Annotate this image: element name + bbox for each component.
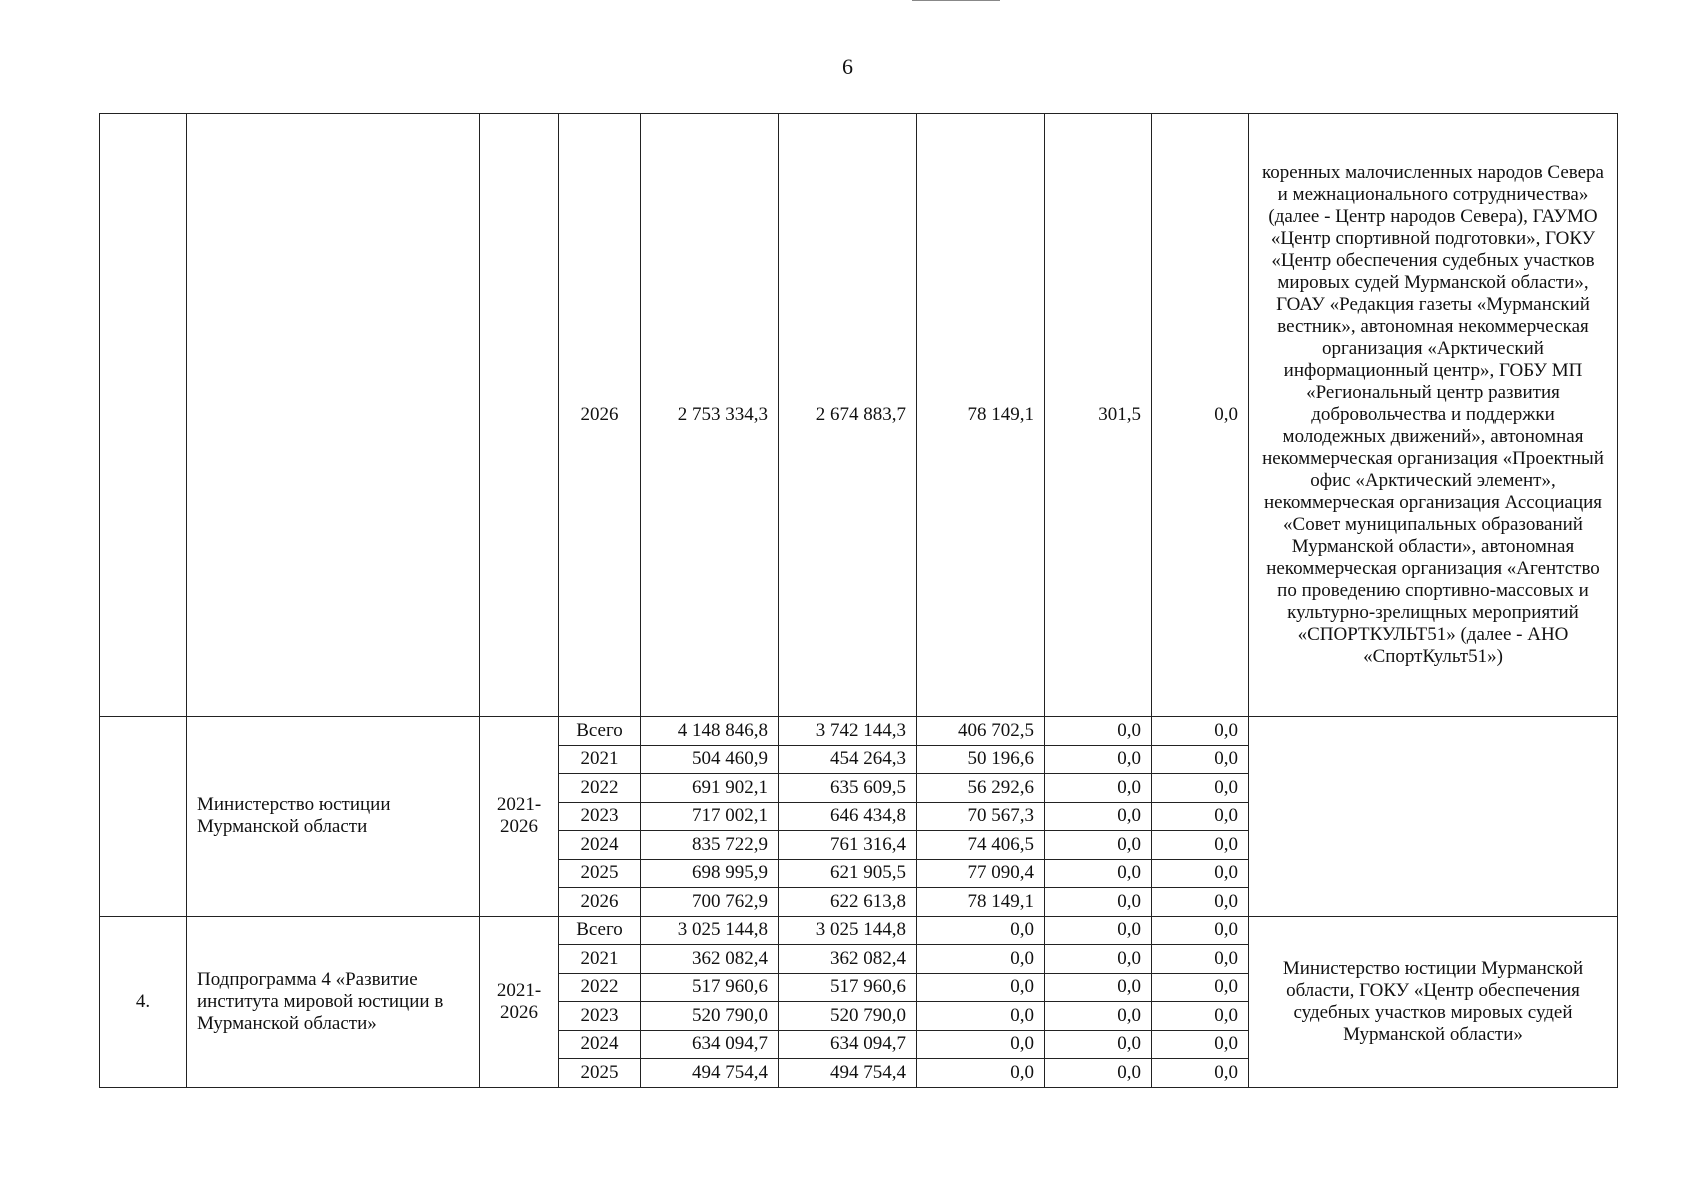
cell-local: 0,0 [1045,774,1152,803]
ministry-executors [1249,717,1618,917]
cell-federal: 0,0 [917,1030,1045,1059]
cell-other: 0,0 [1152,859,1249,888]
cell-total: 835 722,9 [641,831,779,860]
cell-regional: 622 613,8 [779,888,917,917]
cell-total: 717 002,1 [641,802,779,831]
cell-regional: 362 082,4 [779,945,917,974]
cell-local: 0,0 [1045,945,1152,974]
cell-other: 0,0 [1152,973,1249,1002]
cell-other: 0,0 [1152,945,1249,974]
cell-local: 0,0 [1045,802,1152,831]
cell-regional: 454 264,3 [779,745,917,774]
ministry-name: Министерство юстиции Мурманской области [187,717,480,917]
cell-local: 0,0 [1045,973,1152,1002]
cell-federal: 0,0 [917,1002,1045,1031]
cell-local: 0,0 [1045,888,1152,917]
cell-other: 0,0 [1152,717,1249,746]
cell-total: 2 753 334,3 [641,114,779,717]
cell-period [480,114,559,717]
cell-regional: 520 790,0 [779,1002,917,1031]
ministry-row [100,717,1618,746]
subprogram-name: Подпрограмма 4 «Развитие института мировой юстиции в Мурманской области» [187,916,480,1087]
cell-federal: 78 149,1 [917,888,1045,917]
cell-regional: 634 094,7 [779,1030,917,1059]
cell-regional: 2 674 883,7 [779,114,917,717]
cell-other: 0,0 [1152,1002,1249,1031]
cell-year: 2022 [559,774,641,803]
cell-local: 0,0 [1045,1030,1152,1059]
cell-year: 2025 [559,1059,641,1088]
cell-total: 517 960,6 [641,973,779,1002]
cell-federal: 0,0 [917,973,1045,1002]
cell-other: 0,0 [1152,802,1249,831]
cell-other: 0,0 [1152,916,1249,945]
cell-year: 2024 [559,1030,641,1059]
cell-federal: 50 196,6 [917,745,1045,774]
cell-federal: 70 567,3 [917,802,1045,831]
subprogram-period: 2021-2026 [480,916,559,1087]
cell-federal: 0,0 [917,945,1045,974]
cell-federal: 406 702,5 [917,717,1045,746]
cell-regional: 621 905,5 [779,859,917,888]
cell-year: 2022 [559,973,641,1002]
cell-year: 2023 [559,802,641,831]
cell-year: 2021 [559,745,641,774]
cell-regional: 3 025 144,8 [779,916,917,945]
cell-other: 0,0 [1152,774,1249,803]
cell-name [187,114,480,717]
cell-regional: 761 316,4 [779,831,917,860]
header-rule [912,0,1000,1]
cell-year: 2024 [559,831,641,860]
cell-number [100,114,187,717]
budget-table-body [100,114,1618,1088]
budget-table [99,113,1618,1088]
subprogram-number: 4. [100,916,187,1087]
cell-other: 0,0 [1152,745,1249,774]
continuation-row [100,114,1618,717]
cell-regional: 494 754,4 [779,1059,917,1088]
cell-year: Всего [559,916,641,945]
cell-other: 0,0 [1152,1059,1249,1088]
cell-total: 698 995,9 [641,859,779,888]
cell-local: 301,5 [1045,114,1152,717]
cell-total: 494 754,4 [641,1059,779,1088]
cell-year: Всего [559,717,641,746]
cell-federal: 0,0 [917,916,1045,945]
cell-total: 691 902,1 [641,774,779,803]
cell-local: 0,0 [1045,1059,1152,1088]
cell-other: 0,0 [1152,114,1249,717]
cell-other: 0,0 [1152,831,1249,860]
cell-year: 2026 [559,114,641,717]
cell-year: 2023 [559,1002,641,1031]
cell-federal: 74 406,5 [917,831,1045,860]
page-number: 6 [842,54,853,79]
cell-federal: 78 149,1 [917,114,1045,717]
cell-federal: 56 292,6 [917,774,1045,803]
cell-local: 0,0 [1045,745,1152,774]
cell-total: 362 082,4 [641,945,779,974]
cell-local: 0,0 [1045,916,1152,945]
ministry-number [100,717,187,917]
ministry-period: 2021-2026 [480,717,559,917]
cell-local: 0,0 [1045,859,1152,888]
cell-other: 0,0 [1152,1030,1249,1059]
cell-total: 504 460,9 [641,745,779,774]
cell-regional: 517 960,6 [779,973,917,1002]
cell-local: 0,0 [1045,717,1152,746]
cell-year: 2025 [559,859,641,888]
cell-year: 2021 [559,945,641,974]
cell-total: 4 148 846,8 [641,717,779,746]
cell-regional: 635 609,5 [779,774,917,803]
cell-total: 520 790,0 [641,1002,779,1031]
cell-federal: 77 090,4 [917,859,1045,888]
cell-total: 700 762,9 [641,888,779,917]
cell-federal: 0,0 [917,1059,1045,1088]
cell-total: 634 094,7 [641,1030,779,1059]
cell-local: 0,0 [1045,1002,1152,1031]
cell-other: 0,0 [1152,888,1249,917]
subprogram-row [100,916,1618,945]
cell-regional: 646 434,8 [779,802,917,831]
cell-local: 0,0 [1045,831,1152,860]
cell-total: 3 025 144,8 [641,916,779,945]
cell-executors: коренных малочисленных народов Севера и межнационального сотрудничества» (далее - Центр народов Севера), ГАУМО «Центр спортивной подготовки», ГОКУ «Центр обеспечения судебных участков мировых судей Мурманской области», ГОАУ «Редакция газеты «Мурманский вестник», автономная некоммерческая организация «Арктический информационный центр», ГОБУ МП «Региональный центр развития добровольчества и поддержки молодежных движений», автономная некоммерческая организация «Проектный офис «Арктический элемент», некоммерческая организация Ассоциация «Совет муниципальных образований Мурманской области», автономная некоммерческая организация «Агентство по проведению спортивно-массовых и культурно-зрелищных мероприятий «СПОРТКУЛЬТ51» (далее - АНО «СпортКульт51») [1249,114,1618,717]
subprogram-executors: Министерство юстиции Мурманской области, ГОКУ «Центр обеспечения судебных участков мировых судей Мурманской области» [1249,916,1618,1087]
cell-year: 2026 [559,888,641,917]
cell-regional: 3 742 144,3 [779,717,917,746]
